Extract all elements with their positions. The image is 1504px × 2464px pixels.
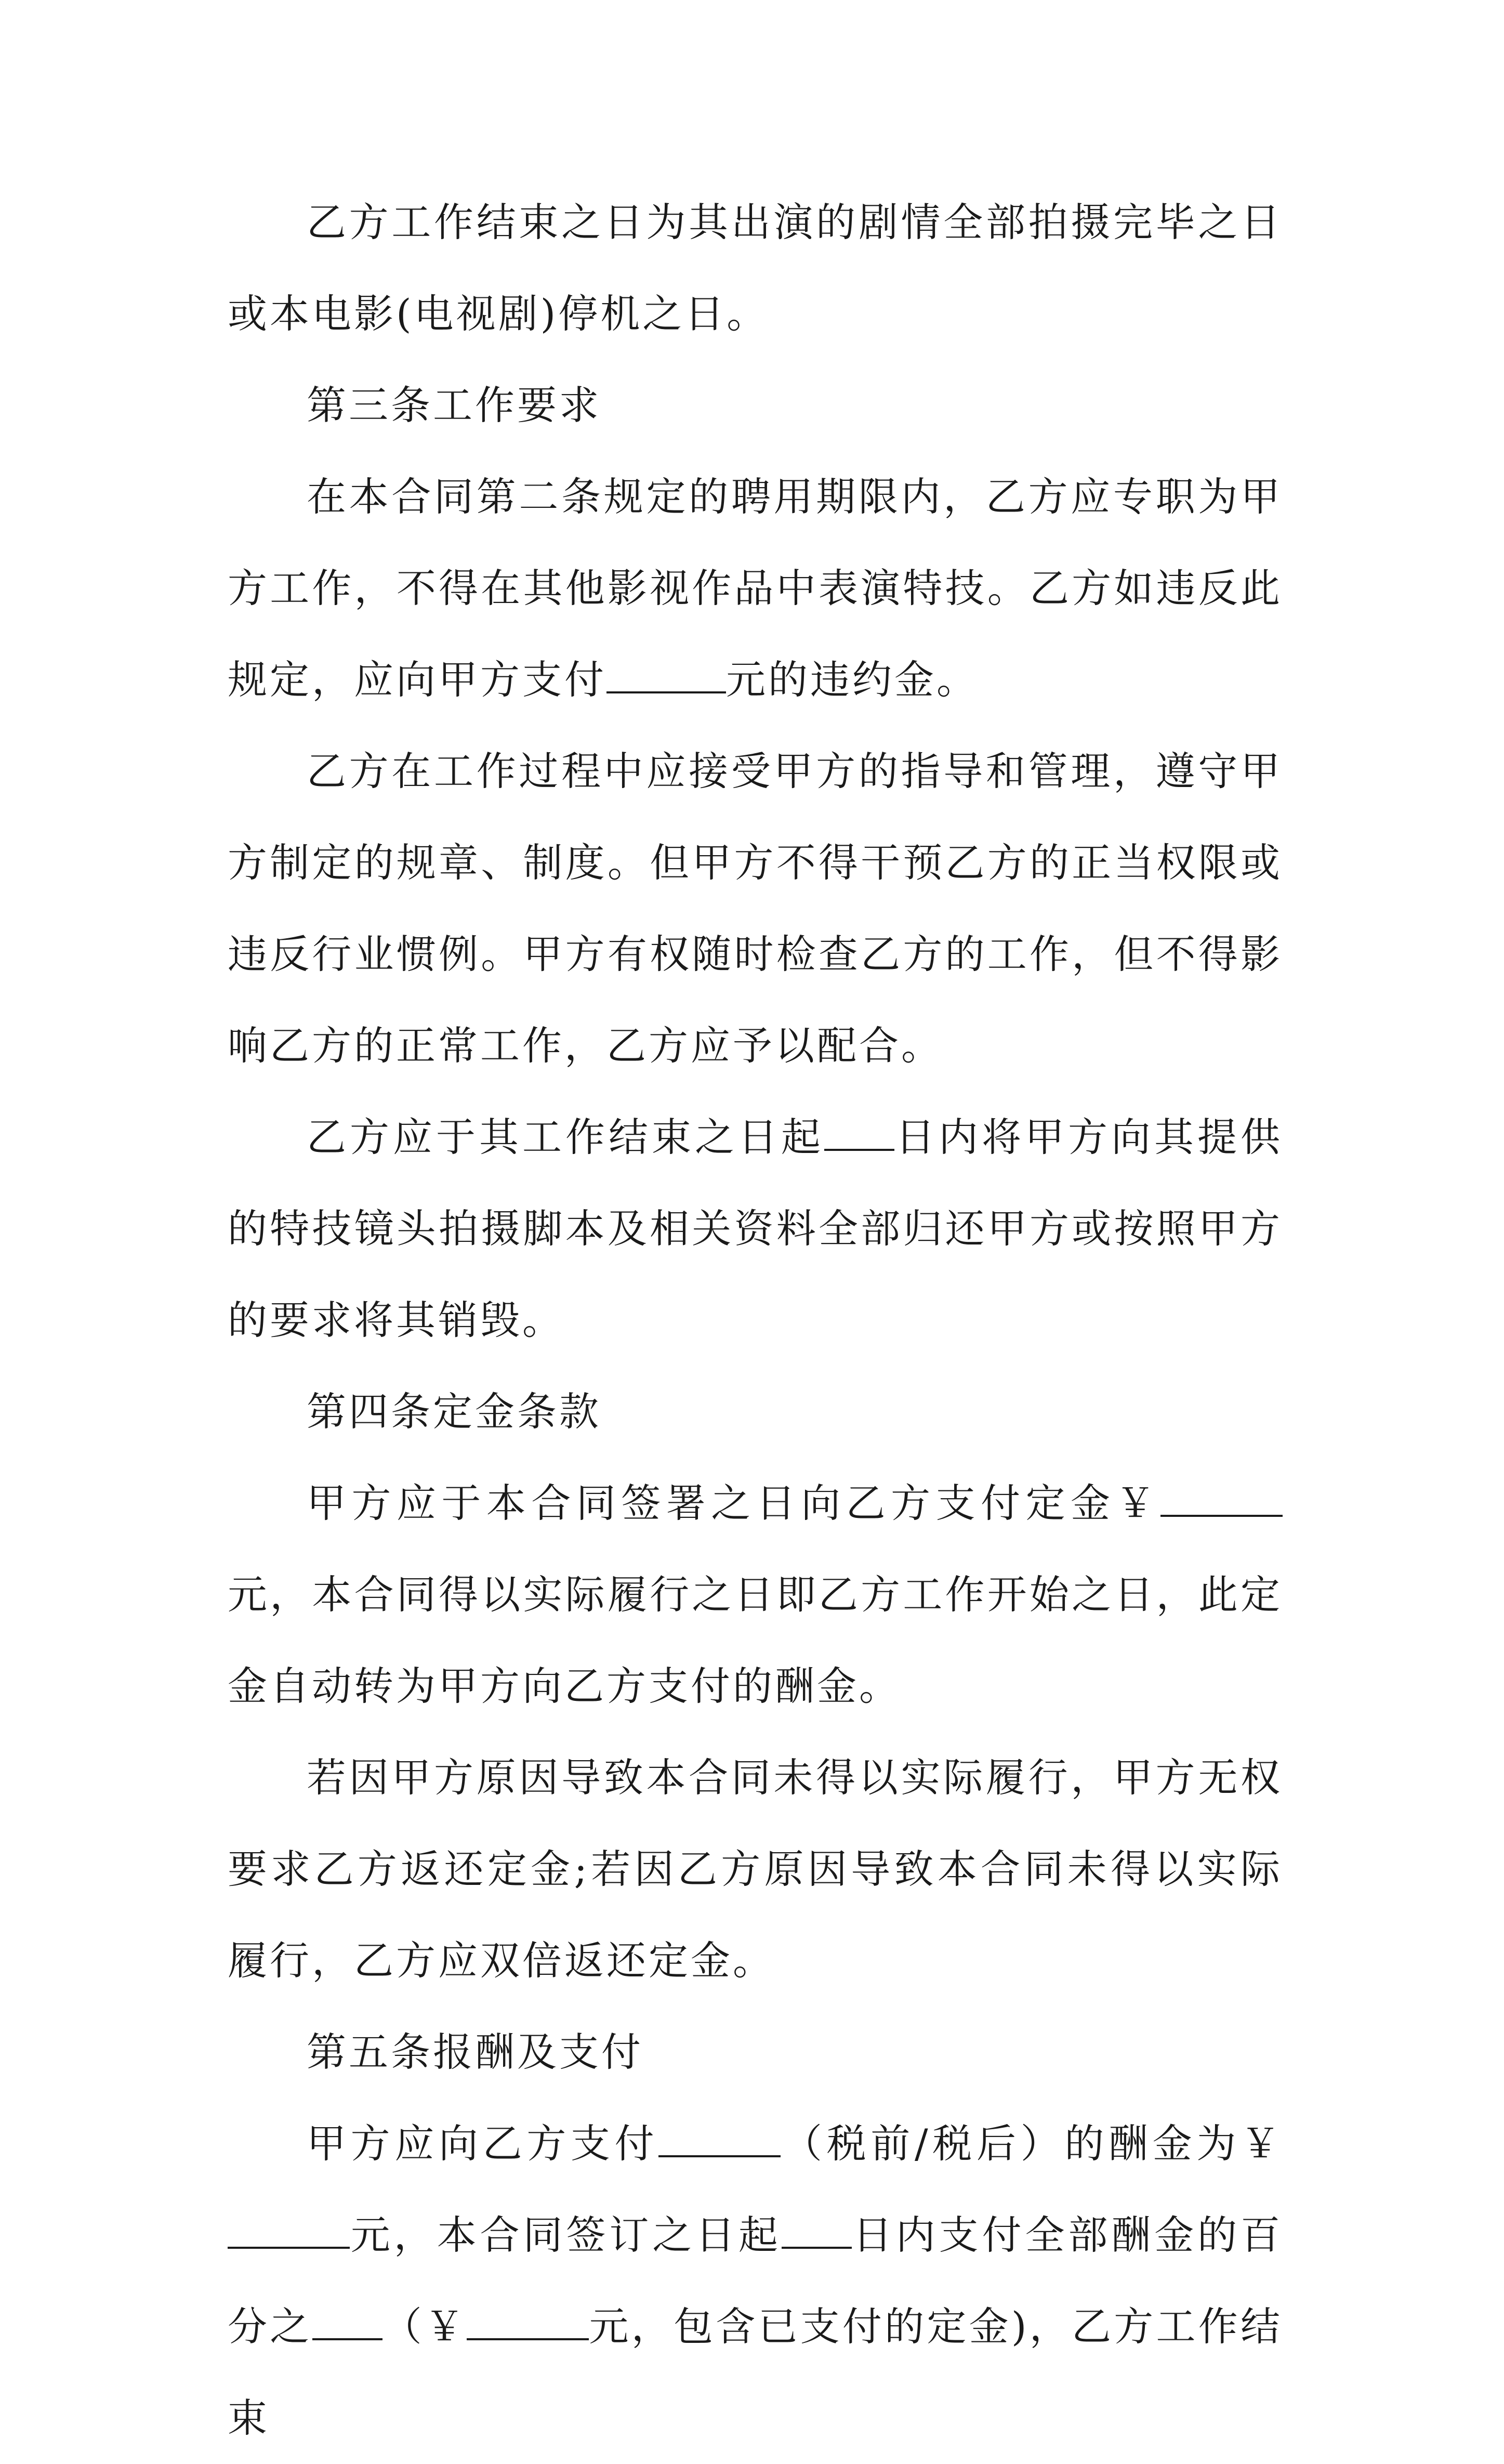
fill-in-blank bbox=[658, 2118, 781, 2157]
heading-article-4 bbox=[228, 1366, 1283, 1458]
paragraph-text: 元的违约金。 bbox=[726, 657, 979, 703]
paragraph-text: 甲方应向乙方支付 bbox=[307, 2120, 659, 2167]
paragraph-text: （￥ bbox=[382, 2303, 467, 2350]
heading-article-5 bbox=[228, 2007, 1283, 2098]
paragraph-payment bbox=[228, 2098, 1283, 2464]
paragraph-end-date bbox=[228, 177, 1283, 360]
fill-in-blank bbox=[228, 2209, 350, 2249]
paragraph-exclusive-work bbox=[228, 451, 1283, 726]
paragraph-text: 在本合同第二条规定的聘用期限内，乙方应专职为甲方工作，不得在其他影视作品中表演特技。乙方如违反此规定，应向甲方支付 bbox=[228, 474, 1283, 703]
paragraph-return-materials bbox=[228, 1092, 1283, 1366]
fill-in-blank bbox=[606, 654, 726, 693]
fill-in-blank bbox=[467, 2301, 589, 2340]
heading-text: 第三条工作要求 bbox=[307, 382, 601, 428]
fill-in-blank bbox=[824, 1111, 894, 1151]
fill-in-blank bbox=[1160, 1477, 1283, 1517]
paragraph-text: 若因甲方原因导致本合同未得以实际履行，甲方无权要求乙方返还定金;若因乙方原因导致本合同未得以实际履行，乙方应双倍返还定金。 bbox=[228, 1754, 1283, 1984]
fill-in-blank bbox=[312, 2301, 382, 2340]
paragraph-text: 甲方应于本合同签署之日向乙方支付定金￥ bbox=[307, 1480, 1160, 1526]
paragraph-deposit-return bbox=[228, 1732, 1283, 2007]
paragraph-text: 乙方工作结束之日为其出演的剧情全部拍摄完毕之日或本电影(电视剧)停机之日。 bbox=[228, 199, 1283, 337]
heading-text: 第五条报酬及支付 bbox=[307, 2029, 643, 2075]
paragraph-text: 元，包含已支付的定金)，乙方工作结束 bbox=[228, 2303, 1283, 2441]
fill-in-blank bbox=[782, 2209, 852, 2249]
contract-body bbox=[228, 177, 1283, 2464]
paragraph-text: 元，本合同签订之日起 bbox=[350, 2212, 782, 2258]
paragraph-management bbox=[228, 726, 1283, 1092]
paragraph-text: 乙方应于其工作结束之日起 bbox=[307, 1114, 824, 1160]
paragraph-text: 日内支付全部酬金的百分之 bbox=[228, 2212, 1283, 2350]
paragraph-text: （税前/税后）的酬金为￥ bbox=[781, 2120, 1283, 2167]
paragraph-text: 乙方在工作过程中应接受甲方的指导和管理，遵守甲方制定的规章、制度。但甲方不得干预乙方的正当权限或违反行业惯例。甲方有权随时检查乙方的工作，但不得影响乙方的正常工作，乙方应予以配合。 bbox=[228, 748, 1283, 1069]
paragraph-text: 日内将甲方向其提供的特技镜头拍摄脚本及相关资料全部归还甲方或按照甲方的要求将其销毁。 bbox=[228, 1114, 1283, 1343]
heading-text: 第四条定金条款 bbox=[307, 1388, 601, 1435]
heading-article-3 bbox=[228, 360, 1283, 451]
paragraph-deposit bbox=[228, 1458, 1283, 1732]
paragraph-text: 元，本合同得以实际履行之日即乙方工作开始之日，此定金自动转为甲方向乙方支付的酬金。 bbox=[228, 1571, 1283, 1709]
